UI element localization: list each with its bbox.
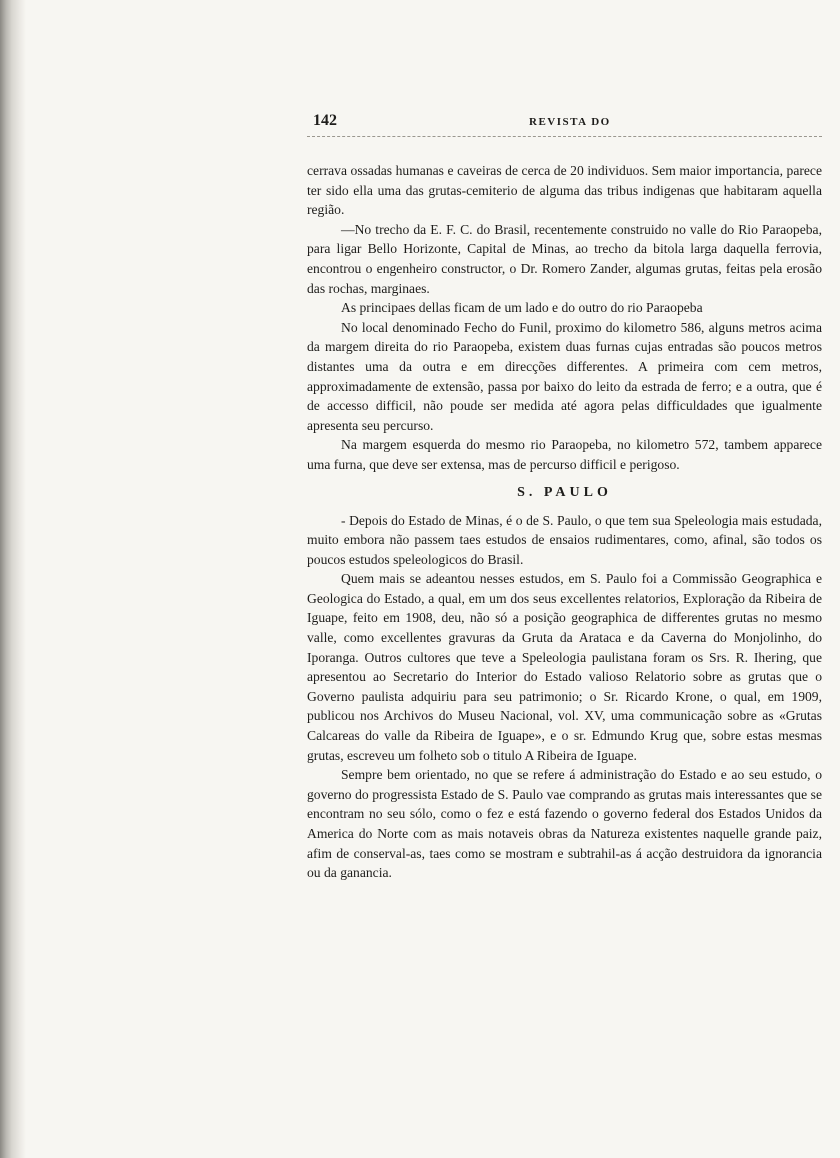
paragraphs-before-section [307,161,822,475]
book-page [307,110,822,883]
paragraph: —No trecho da E. F. C. do Brasil, recentemente construido no valle do Rio Paraopeba, para ligar Bello Horizonte, Capital de Minas, ao trecho da bitola larga daquella ferrovia, encontrou o engenheiro constructor, o Dr. Romero Zander, algumas grutas, feitas pela erosão das rochas, marginaes. [307,221,822,296]
paragraph: cerrava ossadas humanas e caveiras de cerca de 20 individuos. Sem maior importancia, parece ter sido ella uma das grutas-cemiterio de alguma das tribus indigenas que habitaram aquella região. [307,163,822,218]
paragraph: Sempre bem orientado, no que se refere á administração do Estado e ao seu estudo, o governo do progressista Estado de S. Paulo vae comprando as grutas mais interessantes que se encontram no seu sólo, como o fez e está fazendo o governo federal dos Estados Unidos da America do Norte com as mais notaveis obras da Natureza existentes naquelle grande paiz, afim de conserval-as, taes como se mostram e subtrahil-as á acção destruidora da ignorancia ou da ganancia. [307,767,822,881]
book-binding-shadow [0,0,26,1158]
section-heading: S. PAULO [517,484,612,500]
paragraph: Quem mais se adeantou nesses estudos, em S. Paulo foi a Commissão Geographica e Geologica do Estado, a qual, em um dos seus excellentes relatorios, Exploração da Ribeira de Iguape, feito em 1908, deu, não só a posição geographica de differentes grutas no mesmo valle, como excellentes gravuras da Gruta da Arataca e da Caverna do Monjolinho, do Iporanga. Outros cultores que teve a Speleologia paulistana foram os Srs. R. Ihering, que apresentou ao Secretario do Interior do Estado valioso Relatorio sobre as grutas que o Governo paulista adquiriu para seu patrimonio; o Sr. Ricardo Krone, o qual, em 1909, publicou nos Archivos do Museu Nacional, vol. XV, uma communicação sobre as «Grutas Calcareas do valle da Ribeira de Iguape», e o sr. Edmundo Krug que, sobre estas mesmas grutas, escreveu um folheto sob o titulo A Ribeira de Iguape. [307,571,822,763]
paragraph: As principaes dellas ficam de um lado e do outro do rio Paraopeba [341,300,703,316]
paragraph: - Depois do Estado de Minas, é o de S. Paulo, o que tem sua Speleologia mais estudada, muito embora não passem taes estudos de ensaios rudimentares, como, afinal, são todos os poucos estudos speleologicos do Brasil. [307,512,822,567]
paragraph: Na margem esquerda do mesmo rio Paraopeba, no kilometro 572, tambem apparece uma furna, que deve ser extensa, mas de percurso difficil e perigoso. [307,437,822,472]
paragraph: No local denominado Fecho do Funil, proximo do kilometro 586, alguns metros acima da margem direita do rio Paraopeba, existem duas furnas cujas entradas são poucos metros distantes uma da outra e em direcções differentes. A primeira com cem metros, approximadamente de extensão, passa por baixo do leito da estrada de ferro; e a outra, que é de accesso difficil, não poude ser medida até agora pelas difficuldades que igualmente apresenta seu percurso. [307,319,822,433]
page-number: 142 [313,112,337,129]
running-title: REVISTA DO [529,116,611,128]
page-body [307,161,822,883]
page-header [307,110,822,137]
paragraphs-after-section [307,511,822,883]
